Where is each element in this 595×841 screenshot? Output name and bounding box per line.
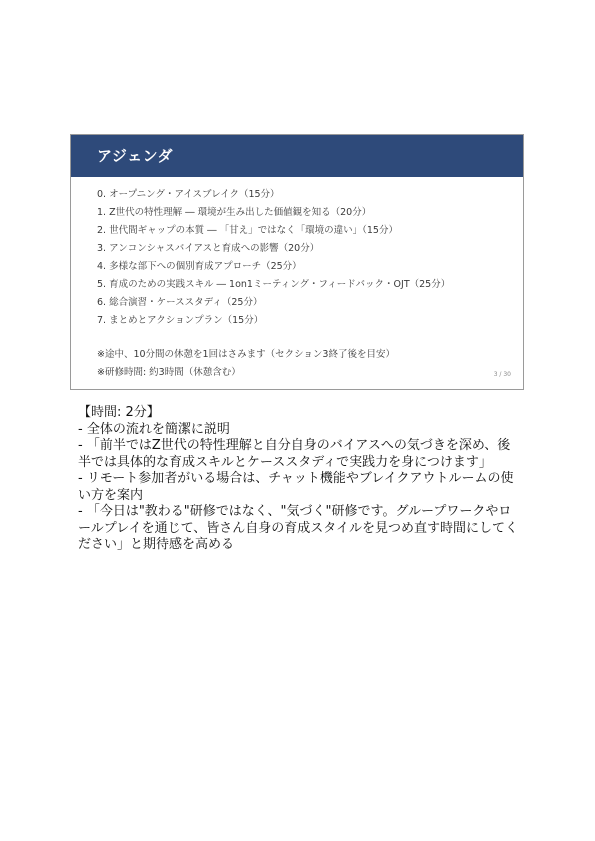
agenda-item: 3. アンコンシャスバイアスと育成への影響（20分） [97,243,320,254]
slide-header-bar [71,135,523,177]
duration-note: ※研修時間: 約3時間（休憩含む） [97,367,241,378]
speaker-note-line: - リモート参加者がいる場合は、チャット機能やブレイクアウトルームの使い方を案内 [78,471,514,503]
speaker-notes [78,405,523,554]
agenda-item: 7. まとめとアクションプラン（15分） [97,315,264,326]
break-note: ※途中、10分間の休憩を1回はさみます（セクション3終了後を目安） [97,349,395,360]
agenda-item: 6. 総合演習・ケーススタディ（25分） [97,297,263,308]
page-number: 3 / 30 [493,371,511,378]
speaker-note-line: - 「今日は"教わる"研修ではなく、"気づく"研修です。グループワークやロールプレイを通じて、皆さん自身の育成スタイルを見つめ直す時間にしてください」と期待感を高める [78,504,519,552]
agenda-item: 1. Z世代の特性理解 ― 環境が生み出した価値観を知る（20分） [97,207,372,218]
speaker-note-line: - 「前半ではZ世代の特性理解と自分自身のバイアスへの気づきを深め、後半では具体的な育成スキルとケーススタディで実践力を身につけます」 [78,438,511,470]
agenda-item: 0. オープニング・アイスブレイク（15分） [97,189,280,200]
slide-title: アジェンダ [97,147,174,165]
speaker-note-time: 【時間: 2分】 [78,405,160,420]
slide-notes [97,346,395,382]
agenda-item: 4. 多様な部下への個別育成アプローチ（25分） [97,261,302,272]
agenda-list [97,186,450,330]
speaker-note-line: - 全体の流れを簡潔に説明 [78,421,230,437]
agenda-item: 5. 育成のための実践スキル ― 1on1ミーティング・フィードバック・OJT（25分） [97,279,451,290]
slide-thumbnail [70,134,524,390]
agenda-item: 2. 世代間ギャップの本質 ― 「甘え」ではなく「環境の違い」（15分） [97,225,398,236]
